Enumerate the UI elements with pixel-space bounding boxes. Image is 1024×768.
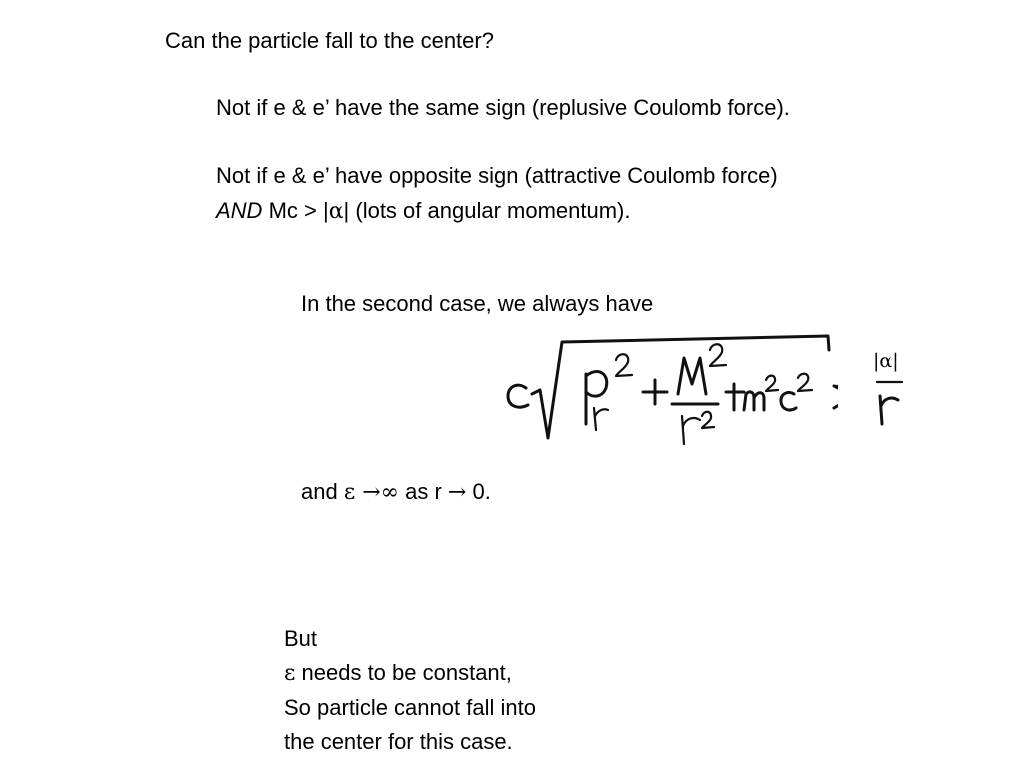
limit-text-zero: 0. [466,479,491,504]
limit-statement [301,475,491,510]
handwritten-energy-inequality [498,328,838,452]
limit-text-as-r: as r [399,479,448,504]
conclusion-line-2: So particle cannot fall into [284,695,536,720]
conclusion-text [284,622,536,759]
attractive-case-text: Not if e & e’ have opposite sign (attractive Coulomb force) [216,163,778,188]
alpha-symbol: α [328,199,344,224]
and-emphasis: AND [216,198,263,223]
limit-text-and: and [301,479,344,504]
handwritten-fraction-denominator-r [872,378,908,428]
condition-text-end: | (lots of angular momentum). [343,198,631,223]
conclusion-constant: needs to be constant, [295,660,512,685]
repulsive-case-text: Not if e & e’ have the same sign (replusive Coulomb force). [216,95,790,120]
epsilon-symbol: ε [284,661,296,686]
epsilon-symbol: ε [343,480,356,505]
condition-text-start: Mc > | [262,198,329,223]
conclusion-line-3: the center for this case. [284,729,513,754]
conclusion-line-1 [284,622,536,691]
angular-momentum-condition [216,194,630,229]
question-heading: Can the particle fall to the center? [165,28,494,53]
second-case-text: In the second case, we always have [301,291,654,316]
alpha-magnitude-numerator: |α| [873,350,899,372]
conclusion-but: But [284,626,318,651]
arrow-infinity-symbol: →∞ [355,480,399,505]
arrow-symbol: → [447,480,467,505]
